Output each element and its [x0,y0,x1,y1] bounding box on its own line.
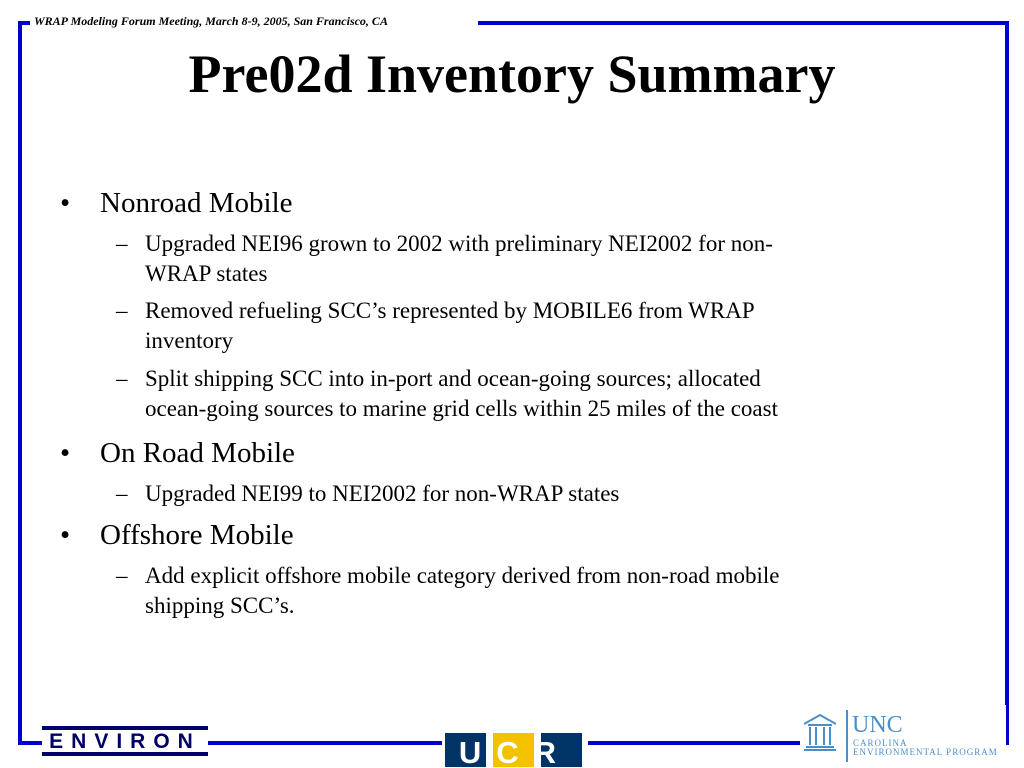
sub-item-line: Upgraded NEI99 to NEI2002 for non-WRAP states [145,481,620,506]
sub-bullet-marker: – [116,231,128,256]
svg-text:UCR: UCR [458,735,572,768]
sub-item-line: ocean-going sources to marine grid cells within 25 miles of the coast [145,396,778,421]
environ-logo [42,724,208,758]
sub-item-line: inventory [145,328,234,353]
sub-item-text [145,296,955,356]
svg-text:ENVIRON: ENVIRON [49,730,201,753]
frame-bottom-mid-left-line [207,741,444,745]
sub-item-text [145,364,955,424]
sub-item-line: Upgraded NEI96 grown to 2002 with preliminary NEI2002 for non- [145,231,773,256]
frame-bottom-mid-right-line [586,741,800,745]
frame-bottom-left-line [18,741,44,745]
svg-text:CAROLINA: CAROLINA [853,738,908,748]
sub-bullet-marker: – [116,481,128,506]
sub-item-line: WRAP states [145,261,268,286]
meeting-header: WRAP Modeling Forum Meeting, March 8-9, 2005, San Francisco, CA [34,12,474,30]
sub-bullet-marker: – [116,366,128,391]
sub-item-text [145,229,955,289]
frame-top-right-line [478,21,1009,25]
slide-title: Pre02d Inventory Summary [188,44,836,104]
bullet-marker: • [60,187,71,219]
sub-item-text [145,561,955,621]
sub-bullet-marker: – [116,298,128,323]
sub-item-line: Removed refueling SCC’s represented by MOBILE6 from WRAP [145,298,755,323]
sub-item-line: Split shipping SCC into in-port and ocean-going sources; allocated [145,366,761,391]
sub-item-line: shipping SCC’s. [145,593,295,618]
ucr-logo [442,731,588,768]
bullet-label: Offshore Mobile [100,519,294,551]
bullet-marker: • [60,437,71,469]
bullet-label: Nonroad Mobile [100,187,293,219]
sub-bullet-marker: – [116,563,128,588]
bullet-marker: • [60,519,71,551]
sub-item-line: Add explicit offshore mobile category derived from non-road mobile [145,563,780,588]
svg-text:UNC: UNC [852,712,903,738]
svg-text:ENVIRONMENTAL PROGRAM: ENVIRONMENTAL PROGRAM [853,747,998,757]
frame-left-line [18,21,22,745]
sub-item-text [145,479,955,509]
frame-right-line [1005,21,1009,745]
bullet-label: On Road Mobile [100,437,295,469]
unc-environmental-program-logo [800,705,1006,765]
